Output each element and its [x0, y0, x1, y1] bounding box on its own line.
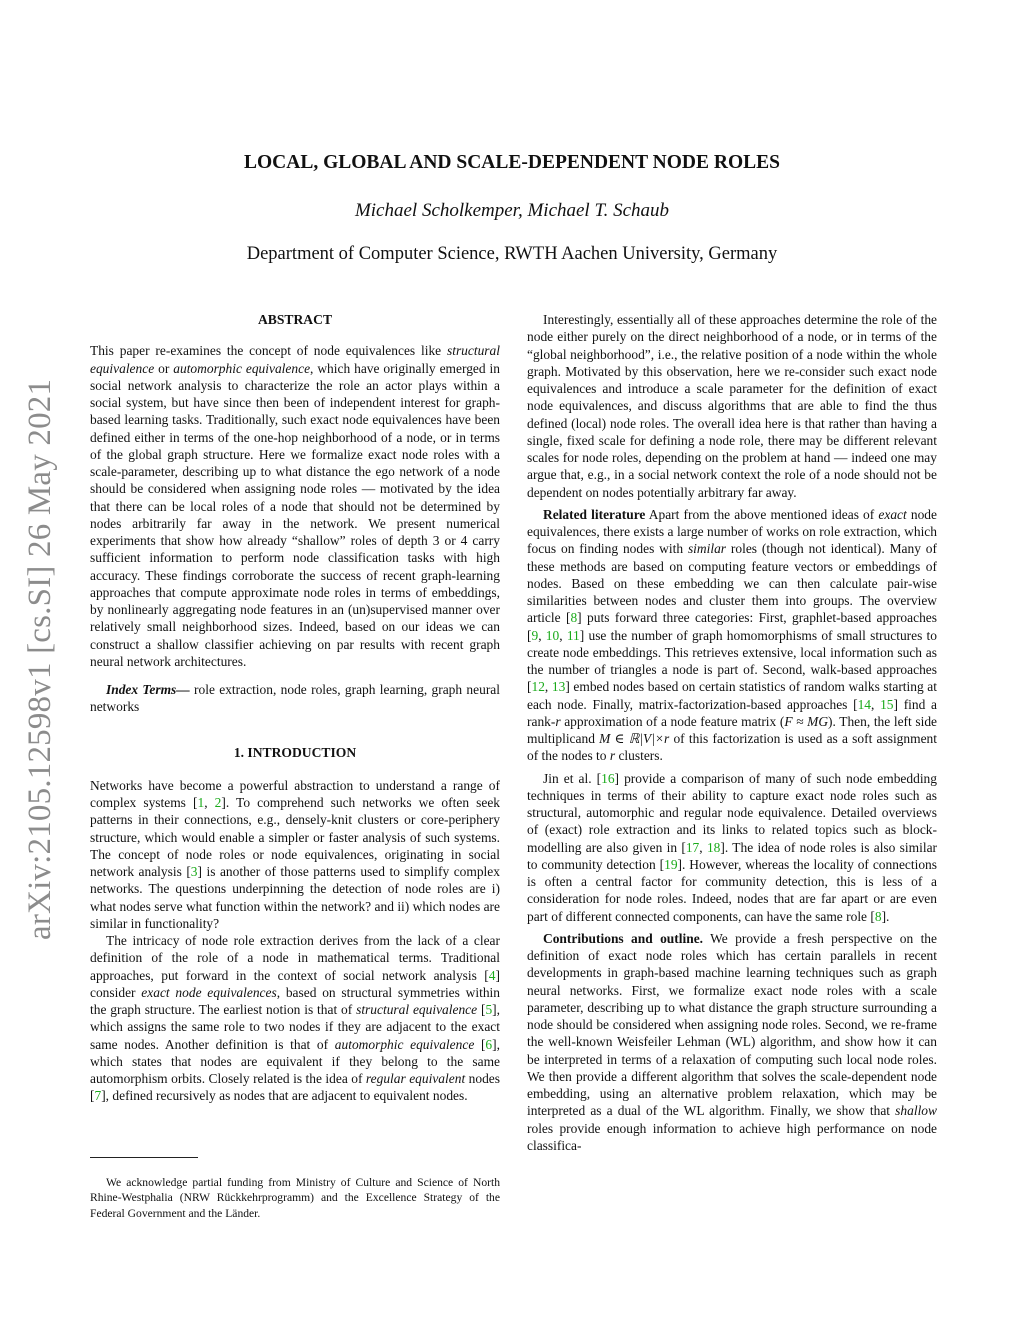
citation-link[interactable]: 18	[706, 839, 721, 855]
citation-link[interactable]: 4	[488, 967, 496, 983]
abstract-heading: ABSTRACT	[257, 312, 333, 327]
citation-link[interactable]: 8	[874, 908, 882, 924]
contributions-paragraph: Contributions and outline. We provide a fresh perspective on the definition of exact node roles which has certain parallels in recent developments in graph-based machine learning techniques such as graph neural networks. First, we formalize exact node roles with a scale parameter, describing up to what distance the graph structure surrounding a node should be considered when assigning node roles. Second, we re-frame the well-known Weisfeiler Lehman (WL) algorithm, and show how it can be interpreted in terms of a relaxation of computing such local node roles. We then provide a different algorithm that solves the scale-dependent node embedding, using an alternative problem relaxation, which may be interpreted as a dual of the WL algorithm. Finally, we show that shallow roles provide enough information to achieve high performance on node classifica-	[527, 930, 937, 1153]
citation-link[interactable]: 10	[545, 627, 560, 643]
citation-link[interactable]: 15	[880, 696, 894, 712]
citation-link[interactable]: 14	[857, 696, 872, 712]
citation-link[interactable]: 12	[531, 679, 545, 695]
index-terms: Index Terms— role extraction, node roles, graph learning, graph neural networks	[90, 682, 500, 715]
paper-authors: Michael Scholkemper, Michael T. Schaub	[354, 200, 670, 221]
citation-link[interactable]: 17	[685, 839, 700, 855]
intro-paragraph-2: The intricacy of node role extraction derives from the lack of a clear definition of the role of a node in mathematical terms. Traditional approaches, put forward in the context of social network analysis [4] consider exact node equivalences, based on structural symmetries within the graph structure. The earliest notion is that of structural equivalence [5], which assigns the same role to two nodes if they are adjacent to the exact same nodes. Another definition is that of automorphic equivalence [6], which states that nodes are equivalent if they belong to the same automorphism orbits. Closely related is the idea of regular equivalent nodes [7], defined recursively as nodes that are adjacent to equivalent nodes.	[90, 933, 501, 1104]
citation-link[interactable]: 19	[664, 856, 678, 872]
citation-link[interactable]: 1	[197, 795, 205, 810]
funding-footnote: We acknowledge partial funding from Ministry of Culture and Science of North Rhine-Westphalia (NRW Rückkehrprogramm) and the Excellence Strategy of the Federal Government and the Länder.	[90, 1175, 500, 1220]
related-literature-paragraph: Related literature Apart from the above mentioned ideas of exact node equivalences, there exists a large number of works on role extraction, which focus on finding nodes with similar roles (though not identical). Many of these methods are based on computing feature vectors or embeddings of nodes. Based on these embedding we can then calculate pair-wise similarities between nodes and cluster them into groups. The overview article [8] puts forward three categories: First, graphlet-based approaches [9, 10, 11] use the number of graph homomorphisms of small structures to create node embeddings. This retrieves extensive, local information such as the number of triangles a node is part of. Second, walk-based approaches [12, 13] embed nodes based on certain statistics of random walks starting at each node. Finally, matrix-factorization-based approaches [14, 15] find a rank-r approximation of a node feature matrix (F ≈ MG). Then, the left side multiplicand M ∈ ℝ|V|×r of this factorization is used as a soft assignment of the nodes to r clusters.	[527, 506, 938, 764]
citation-link[interactable]: 11	[566, 627, 580, 643]
related-literature-heading: Related literature	[543, 506, 646, 522]
citation-link[interactable]: 16	[601, 770, 615, 786]
right-column	[527, 311, 937, 1154]
abstract-body: This paper re-examines the concept of node equivalences like structural equivalence or automorphic equivalence, which have originally emerged in social network analysis to characterize the role an actor plays within a social system, but have since then been of independent interest for graph-based learning tasks. Traditionally, such exact node equivalences have been defined either in terms of the one-hop neighborhood of a node, or in terms of the global graph structure. Here we formalize exact node roles with a scale-parameter, describing up to what distance the ego network of a node should be considered when assigning node roles — motivated by the idea that there can be local roles of a node that should not be determined by nodes arbitrarily far away in the network. We present numerical experiments that show how already “shallow” roles of depth 3 or 4 carry sufficient information to perform node classification tasks with high accuracy. These findings corroborate the success of recent graph-learning approaches that compute approximate node roles in terms of embeddings, by nonlinearly aggregating node features in an (un)supervised manner over relatively small neighborhood sizes. Indeed, based on our ideas we can construct a shallow classifier achieving on par results with recent graph neural network architectures.	[90, 343, 500, 669]
citation-link[interactable]: 7	[94, 1088, 102, 1104]
citation-link[interactable]: 9	[531, 627, 539, 643]
arxiv-identifier-stamp: arXiv:2105.12598v1 [cs.SI] 26 May 2021	[22, 378, 58, 940]
related-work-paragraph: Jin et al. [16] provide a comparison of many of such node embedding techniques in terms of their ability to capture exact node roles such as structural, automorphic and regular node equivalence. Detailed overviews of (exact) role extraction and its links to related topics such as block-modelling are also given in [17, 18]. The idea of node roles is also similar to community detection [19]. However, whereas the locality of connections is often a central factor for community detection, this is less of a consideration for node roles. Indeed, nodes that are far apart or are even part of different connected components, can have the same role [8].	[527, 770, 938, 924]
citation-link[interactable]: 3	[190, 864, 198, 879]
index-terms-label: Index Terms—	[106, 682, 190, 697]
introduction-heading: 1. INTRODUCTION	[233, 744, 357, 760]
citation-link[interactable]: 13	[551, 679, 566, 695]
citation-link[interactable]: 8	[570, 610, 578, 626]
left-column	[90, 311, 500, 1105]
math-inline: M ∈ ℝ|V|×r	[599, 731, 670, 746]
citation-link[interactable]: 6	[485, 1036, 493, 1052]
paper-affiliation: Department of Computer Science, RWTH Aachen University, Germany	[246, 244, 778, 264]
contributions-heading: Contributions and outline.	[543, 930, 704, 946]
citation-link[interactable]: 5	[485, 1002, 493, 1017]
intro-paragraph-1: Networks have become a powerful abstraction to understand a range of complex systems [1, 2]. To comprehend such networks we often seek patterns in their connections, e.g., densely-knit clusters or core-periphery structure, which would enable a simpler or faster analysis of such systems. The concept of node roles or node equivalences, originating in social network analysis [3] is another of those patterns used to simplify complex networks. The questions underpinning the detection of node roles are i) what nodes serve what function within the network? and ii) which nodes are similar in functionality?	[90, 777, 501, 931]
intro-paragraph-3: Interestingly, essentially all of these approaches determine the role of the node either purely on the direct neighborhood of a node, or in terms of the “global neighborhood”, i.e., the relative position of a node within the whole graph. Motivated by this observation, here we re-consider such exact node equivalences and introduce a scale parameter for the definition of exact node equivalences, and discuss algorithms that are able to find the thus defined (local) node roles. The overall idea here is that rather than having a single, fixed scale for defining a node role, there may be different relevant scales for node roles, depending on the problem at hand — indeed one may argue that, e.g., in a social network context the role of a node should not be dependent on nodes potentially arbitrary far away.	[527, 312, 937, 500]
math-inline: r	[609, 748, 616, 764]
footnote-divider	[90, 1157, 198, 1158]
math-inline: r	[555, 713, 561, 729]
math-inline: F ≈ MG	[784, 713, 829, 729]
paper-title: LOCAL, GLOBAL AND SCALE-DEPENDENT NODE ROLES	[243, 152, 780, 173]
citation-link[interactable]: 2	[214, 795, 222, 810]
